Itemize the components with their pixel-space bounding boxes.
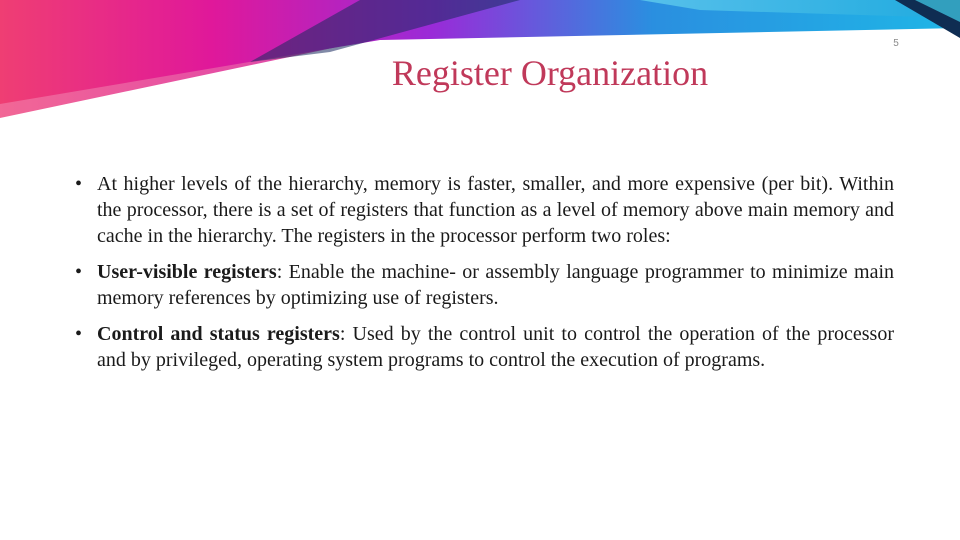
- bullet-dot-icon: •: [75, 173, 83, 195]
- slide-title: Register Organization: [391, 53, 709, 93]
- bullet-item: [72, 259, 894, 311]
- slide-number: 5: [893, 38, 899, 49]
- bullet-item: [72, 321, 894, 373]
- bullet-term: Control and status registers: [97, 323, 340, 345]
- bullet-term: User-visible registers: [97, 261, 277, 283]
- bullet-dot-icon: •: [75, 261, 83, 283]
- bullet-text: : Enable the machine- or assembly language programmer to minimize main memory references by optimizing use of registers.: [97, 261, 894, 309]
- bullet-text: At higher levels of the hierarchy, memory is faster, smaller, and more expensive (per bit). Within the processor, there is a set of registers that function as a level of memory above main memory and cache in the hierarchy. The registers in the processor perform two roles:: [97, 173, 894, 247]
- bullet-text: : Used by the control unit to control the operation of the processor and by privileged, operating system programs to control the execution of programs.: [97, 323, 895, 371]
- bullet-list: [72, 171, 894, 373]
- bullet-dot-icon: •: [75, 323, 83, 345]
- bullet-item: [72, 171, 894, 249]
